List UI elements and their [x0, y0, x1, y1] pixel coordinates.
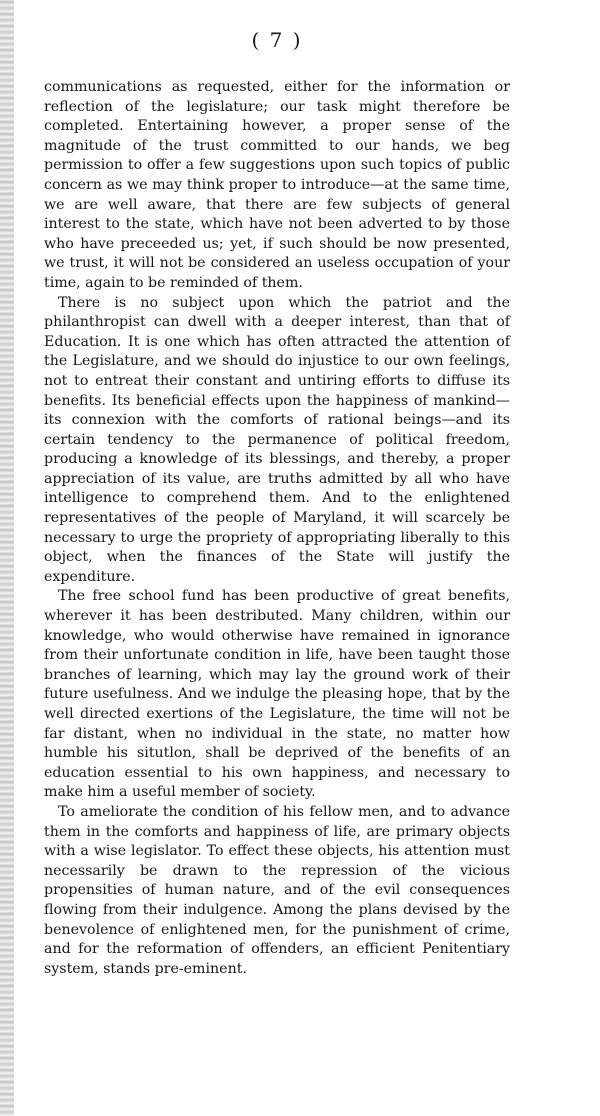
page-number: ( 7 )	[251, 28, 303, 52]
scan-binding-edge	[0, 0, 14, 1116]
paragraph-penitentiary: To ameliorate the condition of his fellow men, and to advance them in the comforts and happiness of life, are primary objects with a wise legislator. To effect these objects, his attention must necessarily be drawn to the repression of the vicious propensities of human nature, and of the evil consequences flowing from their indulgence. Among the plans devised by the benevolence of enlightened men, for the punishment of crime, and for the reformation of offenders, an efficient Penitentiary system, stands pre-eminent.	[44, 803, 510, 977]
paragraph-education: There is no subject upon which the patriot and the philanthropist can dwell with a deeper interest, than that of Education. It is one which has often attracted the attention of the Legislature, and we should do injustice to our own feelings, not to entreat their constant and untiring efforts to diffuse its benefits. Its beneficial effects upon the happiness of mankind—its connexion with the comforts of rational beings—and its certain tendency to the permanence of political freedom, producing a knowledge of its blessings, and thereby, a proper appreciation of its value, are truths admitted by all who have intelligence to comprehend them. And to the enlightened representatives of the people of Maryland, it will scarcely be necessary to urge the propriety of appropriating liberally to this object, when the finances of the State will justify the expenditure.	[44, 294, 510, 585]
document-page	[44, 26, 510, 979]
body-text	[44, 78, 510, 979]
paragraph-free-school-fund: The free school fund has been productive of great benefits, wherever it has been destributed. Many children, within our knowledge, who would otherwise have remained in ignorance from their unfortunate condition in life, have been taught those branches of learning, which may lay the ground work of their future usefulness. And we indulge the pleasing hope, that by the well directed exertions of the Legislature, the time will not be far distant, when no individual in the state, no matter how humble his situtlon, shall be deprived of the benefits of an education essential to his own happiness, and necessary to make him a useful member of society.	[44, 588, 510, 801]
paragraph-continued-communications: communications as requested, either for the information or reflection of the legislature; our task might therefore be completed. Entertaining however, a proper sense of the magnitude of the trust committed to our hands, we beg permission to offer a few suggestions upon such topics of public concern as we may think proper to introduce—at the same time, we are well aware, that there are few subjects of general interest to the state, which have not been adverted to by those who have preceeded us; yet, if such should be now presented, we trust, it will not be considered an useless occupation of your time, again to be reminded of them.	[44, 79, 510, 291]
